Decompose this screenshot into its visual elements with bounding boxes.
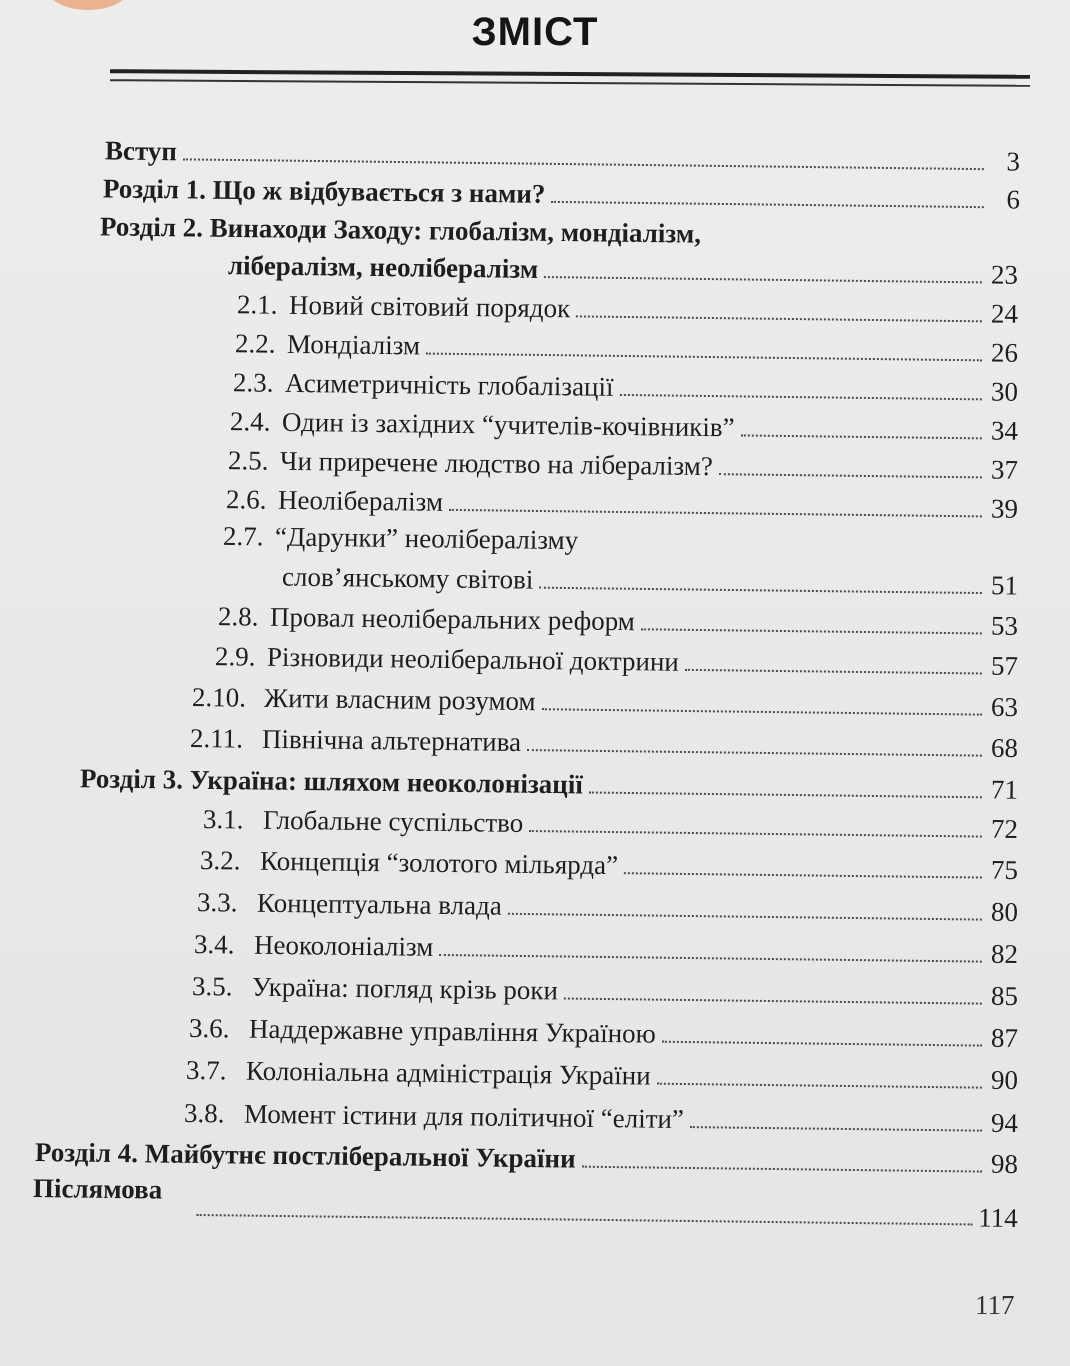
toc-entry bbox=[237, 286, 1018, 330]
toc-entry bbox=[105, 132, 1020, 177]
toc-entry-number: 2.5. bbox=[227, 445, 269, 476]
toc-leader-dots bbox=[589, 790, 982, 798]
toc-entry-label: Асиметричність глобалізації bbox=[284, 367, 614, 402]
title-rule-thick bbox=[110, 69, 1030, 79]
toc-entry-number: 3.8. bbox=[183, 1097, 225, 1129]
toc-leader-dots bbox=[426, 352, 982, 362]
toc-entry bbox=[186, 1052, 1018, 1096]
toc-entry bbox=[203, 801, 1018, 845]
toc-entry-label: Північна альтернатива bbox=[261, 723, 522, 757]
toc-entry-page: 37 bbox=[990, 454, 1019, 485]
page-title: ЗМІСТ bbox=[471, 10, 599, 54]
toc-leader-dots bbox=[619, 393, 982, 400]
toc-leader-dots bbox=[449, 508, 982, 518]
toc-leader-dots bbox=[690, 1125, 982, 1132]
toc-entry-label-line1 bbox=[223, 520, 579, 556]
toc-entry bbox=[184, 1095, 1018, 1139]
toc-entry-number: 3.2. bbox=[199, 845, 241, 876]
toc-leader-dots bbox=[740, 433, 981, 439]
toc-entry-label: Мондіалізм bbox=[286, 328, 421, 361]
toc-entry-number: 3.7. bbox=[185, 1054, 227, 1086]
toc-leader-dots bbox=[657, 1082, 982, 1089]
toc-entry-label: Україна: погляд крізь роки bbox=[251, 971, 559, 1006]
toc-entry-label: Різновиди неоліберальної доктрини bbox=[266, 641, 680, 677]
toc-entry bbox=[103, 170, 1020, 215]
toc-entry-number: 2.8. bbox=[217, 601, 259, 632]
toc-leader-dots bbox=[719, 472, 982, 478]
toc-entry-label: Новий світовий порядок bbox=[288, 289, 571, 324]
toc-leader-dots bbox=[439, 953, 982, 963]
page-number: 117 bbox=[975, 1290, 1015, 1320]
toc-entry-page: 114 bbox=[978, 1202, 1018, 1234]
toc-entry-page: 85 bbox=[990, 980, 1019, 1012]
toc-entry-page: 6 bbox=[1006, 184, 1021, 215]
toc-entry bbox=[215, 638, 1018, 682]
toc-entry-page: 80 bbox=[990, 896, 1019, 928]
toc-leader-dots bbox=[662, 1040, 982, 1047]
toc-entry-label: Наддержавне управління Україною bbox=[248, 1013, 657, 1049]
toc-entry-label: Глобальне суспільство bbox=[262, 804, 524, 838]
toc-entry-page: 94 bbox=[990, 1107, 1019, 1139]
toc-leader-dots bbox=[508, 912, 982, 921]
toc-entry-label: Неолібералізм bbox=[277, 484, 444, 517]
toc-entry-page: 90 bbox=[990, 1064, 1019, 1096]
toc-leader-dots bbox=[551, 200, 984, 208]
toc-entry bbox=[194, 926, 1018, 970]
toc-entry-page: 30 bbox=[990, 376, 1019, 407]
toc-entry-number: 3.3. bbox=[196, 886, 238, 918]
toc-entry-label: Жити власним розумом bbox=[263, 682, 536, 717]
toc-entry bbox=[233, 364, 1018, 408]
toc-leader-dots bbox=[624, 871, 982, 878]
toc-entry-label: Концептуальна влада bbox=[256, 887, 503, 921]
toc-entry bbox=[200, 842, 1018, 886]
toc-leader-dots bbox=[539, 586, 982, 594]
toc-leader-dots bbox=[582, 1165, 982, 1173]
toc-entry-page: 53 bbox=[990, 610, 1019, 641]
toc-leader-dots bbox=[544, 275, 982, 283]
toc-entry-page: 26 bbox=[990, 337, 1019, 368]
toc-leader-dots bbox=[541, 707, 981, 715]
toc-entry-number: 3.4. bbox=[193, 928, 235, 960]
toc-entry-page: 68 bbox=[990, 732, 1019, 764]
toc-entry-number: 2.4. bbox=[229, 406, 271, 437]
toc-entry-label: Неоколоніалізм bbox=[253, 929, 434, 962]
toc-entry-page: 3 bbox=[1006, 146, 1021, 177]
toc-entry bbox=[282, 559, 1018, 602]
toc-entry-page: 39 bbox=[990, 493, 1019, 524]
toc-entry-label: Один із західних “учителів-кочівників” bbox=[281, 406, 735, 443]
toc-entry-label: “Дарунки” неолібералізму bbox=[274, 521, 579, 556]
toc-leader-dots bbox=[685, 668, 982, 675]
toc-entry bbox=[228, 442, 1018, 486]
toc-entry bbox=[190, 720, 1018, 764]
toc-entry-number: 2.3. bbox=[232, 367, 274, 398]
toc-entry-number: 2.9. bbox=[214, 641, 256, 672]
toc-entry-number: 2.11. bbox=[189, 722, 244, 754]
toc-entry-page: 51 bbox=[990, 570, 1019, 601]
toc-entry bbox=[218, 598, 1018, 642]
toc-entry-number: 2.7. bbox=[222, 520, 264, 552]
toc-entry-page: 24 bbox=[990, 298, 1019, 329]
toc-entry-label: Чи приречене людство на лібералізм? bbox=[279, 445, 714, 482]
toc-entry-page: 72 bbox=[990, 813, 1019, 844]
title-rule-thin bbox=[110, 79, 1030, 87]
toc-entry bbox=[230, 403, 1018, 447]
toc-entry-number: 3.5. bbox=[191, 970, 233, 1002]
toc-entry-page: 87 bbox=[990, 1022, 1019, 1054]
toc-entry-label: Розділ 1. Що ж відбувається з нами? bbox=[102, 173, 546, 209]
toc-entry bbox=[80, 760, 1018, 805]
toc-entry-label: Концепція “золотого мільярда” bbox=[259, 845, 619, 881]
toc-entry-label: Момент істини для політичної “еліти” bbox=[243, 1098, 685, 1135]
toc-entry-label-line1: Розділ 2. Винаходи Заходу: глобалізм, мондіалізм, bbox=[99, 211, 702, 249]
toc-entry-page: 71 bbox=[990, 774, 1019, 805]
toc-entry-page: 63 bbox=[990, 691, 1019, 723]
toc-leader-dots bbox=[576, 314, 982, 322]
toc-entry bbox=[197, 884, 1018, 928]
toc-entry-page: 23 bbox=[990, 259, 1019, 290]
toc-entry-number: 2.6. bbox=[225, 484, 267, 515]
toc-entry-label: Колоніальна адміністрація України bbox=[245, 1055, 651, 1091]
toc-entry-page: 82 bbox=[990, 938, 1019, 970]
toc-entry-number: 2.2. bbox=[234, 328, 276, 359]
toc-entry-label: Провал неоліберальних реформ bbox=[269, 601, 636, 637]
toc-entry bbox=[228, 247, 1018, 291]
toc-leader-dots bbox=[641, 627, 982, 634]
toc-entry-label: Розділ 3. Україна: шляхом неоколонізації bbox=[79, 763, 584, 800]
toc-entry-page: 75 bbox=[990, 854, 1019, 885]
toc-entry-number: 2.10. bbox=[191, 681, 247, 713]
toc-entry-page: 57 bbox=[990, 650, 1019, 681]
toc-leader-dots bbox=[197, 1213, 972, 1225]
toc-entry-label: Розділ 4. Майбутнє постліберальної України bbox=[34, 1136, 576, 1174]
toc-leader-dots bbox=[529, 829, 982, 838]
toc-entry-number: 3.6. bbox=[188, 1012, 230, 1044]
toc-entry-page: 34 bbox=[990, 415, 1019, 446]
toc-entry-label: слов’янському світові bbox=[281, 561, 534, 595]
toc-entry bbox=[226, 481, 1018, 525]
toc-entry-page: 98 bbox=[990, 1148, 1019, 1180]
toc-entry-number: 2.1. bbox=[236, 289, 278, 320]
page-corner-shadow bbox=[48, 0, 128, 10]
toc-entry-label: лібералізм, неолібералізм bbox=[227, 250, 539, 284]
toc-leader-dots bbox=[527, 748, 982, 757]
toc-entry-label: Післямова bbox=[32, 1172, 163, 1205]
toc-entry bbox=[235, 325, 1018, 369]
toc-entry bbox=[192, 679, 1018, 723]
toc-leader-dots bbox=[183, 157, 984, 170]
toc-entry-number: 3.1. bbox=[202, 804, 244, 835]
toc-entry bbox=[189, 1010, 1018, 1054]
toc-entry bbox=[192, 968, 1018, 1012]
toc-entry-label: Вступ bbox=[104, 135, 178, 167]
toc-leader-dots bbox=[564, 996, 982, 1004]
